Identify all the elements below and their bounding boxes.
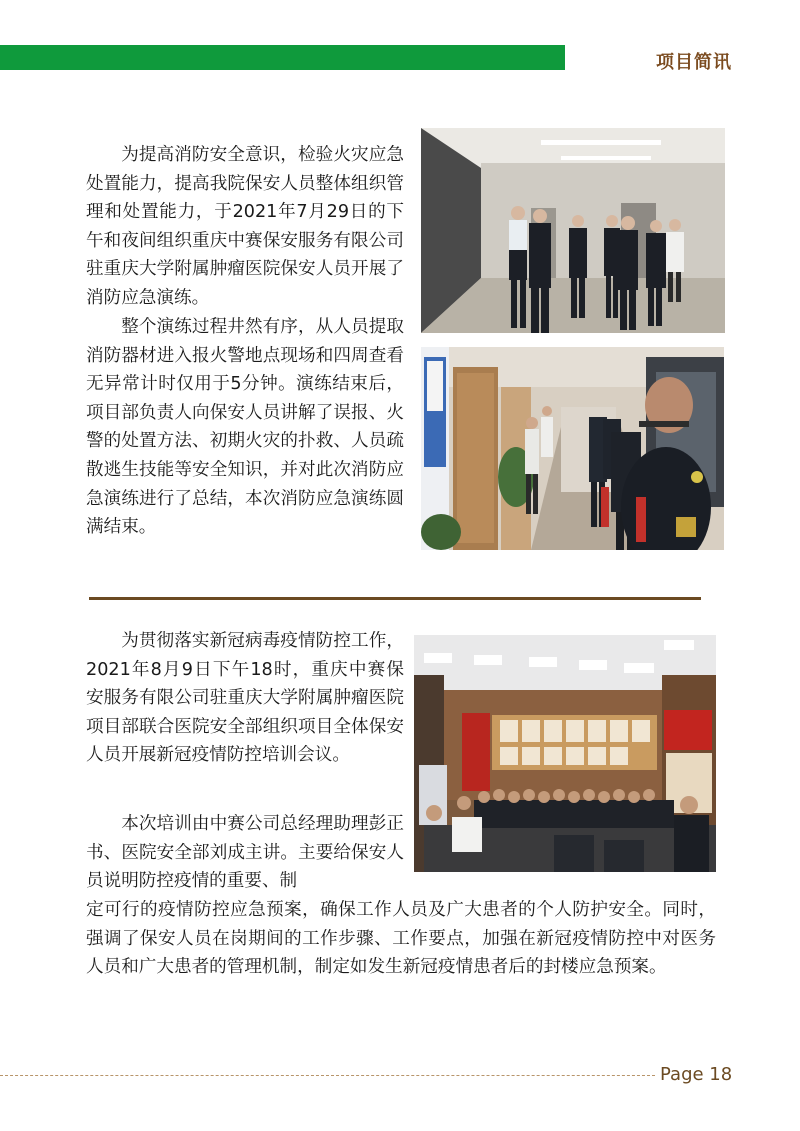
training-meeting-photo bbox=[414, 635, 716, 872]
fire-drill-corridor-photo bbox=[421, 128, 725, 333]
fire-drill-briefing-photo bbox=[421, 347, 724, 550]
page-number: Page 18 bbox=[660, 1064, 733, 1085]
header-accent-bar bbox=[0, 45, 565, 70]
footer-dashed-rule bbox=[0, 1075, 655, 1076]
article2-paragraph-1: 为贯彻落实新冠病毒疫情防控工作，2021年8月9日下午18时，重庆中赛保安服务有限公司驻重庆大学附属肿瘤医院项目部联合医院安全部组织项目全体保安人员开展新冠疫情防控培训会议。 bbox=[86, 631, 404, 766]
section-divider bbox=[89, 597, 701, 600]
article1-paragraph-1: 为提高消防安全意识，检验火灾应急处置能力，提高我院保安人员整体组织管理和处置能力，于2021年7月29日的下午和夜间组织重庆中赛保安服务有限公司驻重庆大学附属肿瘤医院保安人员开展了消防应急演练。 bbox=[86, 145, 404, 308]
article2-paragraph-2: 本次培训由中赛公司总经理助理彭正书、医院安全部刘成主讲。主要给保安人员说明防控疫情的重要、制 bbox=[86, 814, 404, 892]
article1-paragraph-2: 整个演练过程井然有序，从人员提取消防器材进入报火警地点现场和四周查看无异常计时仅用于5分钟。演练结束后，项目部负责人向保安人员讲解了误报、火警的处置方法、初期火灾的扑救、人员疏散逃生技能等安全知识，并对此次消防应急演练进行了总结，本次消防应急演练圆满结束。 bbox=[86, 317, 404, 538]
section-title: 项目简讯 bbox=[656, 52, 732, 73]
article2-paragraph-3: 定可行的疫情防控应急预案，确保工作人员及广大患者的个人防护安全。同时，强调了保安人员在岗期间的工作步骤、工作要点，加强在新冠疫情防控中对医务人员和广大患者的管理机制，制定如发生新冠疫情患者后的封楼应急预案。 bbox=[86, 900, 716, 978]
